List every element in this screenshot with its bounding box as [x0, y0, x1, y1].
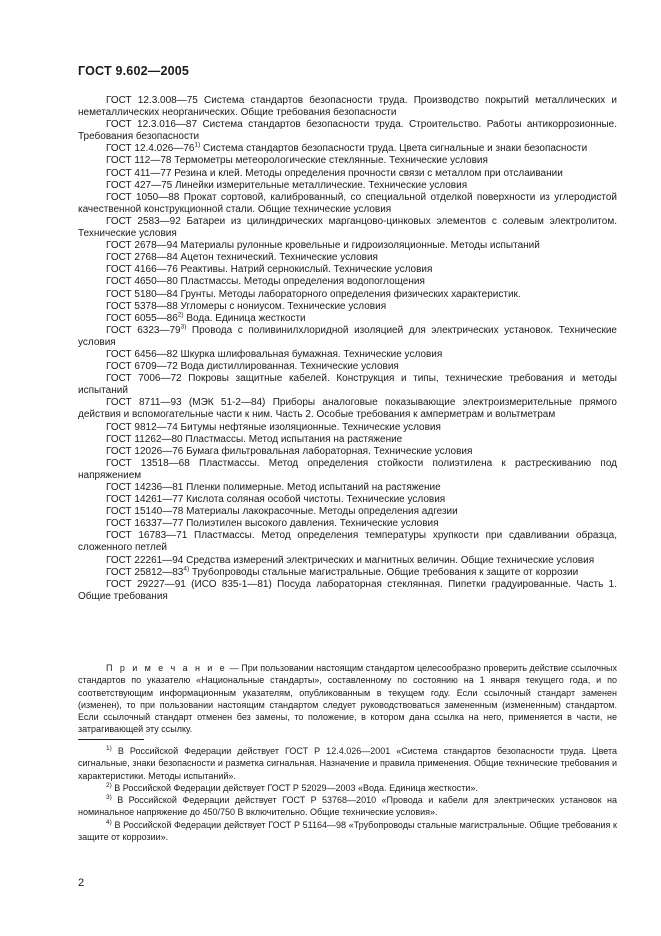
- reference-item: ГОСТ 6323—79$^{3)}$ Провода с поливинилхлоридной изоляцией для электрических установок. Технические условия: [78, 323, 617, 348]
- footnote-marker: 4): [183, 565, 190, 573]
- footnote: $^{3)}$ В Российской Федерации действует ГОСТ Р 53768—2010 «Провода и кабели для электрических установок на номинальное напряжение до 450/750 В включительно. Общие технические условия».: [78, 794, 617, 818]
- reference-item: ГОСТ 112—78 Термометры метеорологические стеклянные. Технические условия: [106, 155, 488, 167]
- footnote-marker: 2): [177, 311, 184, 319]
- footnotes: [78, 745, 617, 843]
- footnote-mark: 1): [106, 745, 112, 752]
- reference-item: ГОСТ 11262—80 Пластмассы. Метод испытания на растяжение: [106, 433, 403, 445]
- reference-item: ГОСТ 7006—72 Покровы защитные кабелей. Конструкция и типы, технические требования и методы испытаний: [78, 373, 617, 397]
- page-header: ГОСТ 9.602—2005: [78, 64, 190, 78]
- reference-item: ГОСТ 9812—74 Битумы нефтяные изоляционные. Технические условия: [106, 421, 441, 433]
- note-label: П р и м е ч а н и е: [106, 663, 228, 673]
- reference-item: ГОСТ 12.3.016—87 Система стандартов безопасности труда. Строительство. Работы антикоррозионные. Требования безопасности: [78, 119, 617, 143]
- reference-item: ГОСТ 2768—84 Ацетон технический. Технические условия: [106, 252, 378, 264]
- footnote: $^{4)}$ В Российской Федерации действует ГОСТ Р 51164—98 «Трубопроводы стальные магистральные. Общие требования к защите от коррозии».: [78, 818, 617, 843]
- footnote-mark: 4): [106, 818, 112, 826]
- reference-item: ГОСТ 2678—94 Материалы рулонные кровельные и гидроизоляционные. Методы испытаний: [106, 240, 540, 252]
- reference-item: ГОСТ 13518—68 Пластмассы. Метод определения стойкости полиэтилена к растрескиванию под напряжением: [78, 457, 617, 481]
- reference-item: ГОСТ 16337—77 Полиэтилен высокого давления. Технические условия: [106, 518, 439, 530]
- reference-item: ГОСТ 14236—81 Пленки полимерные. Метод испытаний на растяжение: [106, 482, 441, 493]
- note-text: — При пользовании настоящим стандартом целесообразно проверить действие ссылочных стандартов по указателю «Национальные стандарты», составленному по состоянию на 1 января текущего года, и по соответствующим информационным указателям, опубликованным в текущем году. Если ссылочный стандарт заменен (изменен), то при пользовании настоящим стандартом следует руководствоваться замененным (измененным) стандартом. Если ссылочный стандарт отменен без замены, то положение, в котором дана ссылка на него, применяется в части, не затрагивающей эту ссылку.: [78, 663, 618, 735]
- reference-item: ГОСТ 427—75 Линейки измерительные металлические. Технические условия: [106, 179, 468, 191]
- footnote-mark: 2): [106, 781, 112, 789]
- reference-item: ГОСТ 1050—88 Прокат сортовой, калиброванный, со специальной отделкой поверхности из углеродистой качественной конструкционной стали. Общие технические условия: [78, 191, 617, 215]
- footnote: $^{1)}$ В Российской Федерации действует ГОСТ Р 12.4.026—2001 «Система стандартов безопасности труда. Цвета сигнальные, знаки безопасности и разметка сигнальная. Назначение и правила применения. Общие технические требования и характеристики. Методы испытаний».: [78, 745, 617, 781]
- footnote-divider: [78, 739, 144, 740]
- reference-item: ГОСТ 2583—92 Батареи из цилиндрических марганцово-цинковых элементов с солевым электролитом. Технические условия: [78, 215, 617, 240]
- reference-item: ГОСТ 6456—82 Шкурка шлифовальная бумажная. Технические условия: [106, 348, 443, 360]
- reference-item: ГОСТ 6055—86$^{2)}$ Вода. Единица жесткости: [106, 311, 306, 324]
- reference-item: ГОСТ 12.4.026—76$^{1)}$ Система стандартов безопасности труда. Цвета сигнальные и знаки безопасности: [106, 142, 588, 155]
- footnote-marker: 3): [180, 323, 187, 331]
- reference-item: ГОСТ 411—77 Резина и клей. Методы определения прочности связи с металлом при отслаивании: [106, 167, 563, 179]
- reference-item: ГОСТ 29227—91 (ИСО 835-1—81) Посуда лабораторная стеклянная. Пипетки градуированные. Часть 1. Общие требования: [78, 578, 617, 602]
- reference-item: ГОСТ 5378—88 Угломеры с нониусом. Технические условия: [106, 300, 387, 312]
- footnote-mark: 3): [106, 794, 112, 802]
- reference-item: ГОСТ 12026—76 Бумага фильтровальная лабораторная. Технические условия: [106, 445, 473, 457]
- reference-item: ГОСТ 22261—94 Средства измерений электрических и магнитных величин. Общие технические условия: [106, 554, 595, 566]
- reference-item: ГОСТ 25812—83$^{4)}$ Трубопроводы стальные магистральные. Общие требования к защите от коррозии: [106, 565, 579, 578]
- reference-item: ГОСТ 6709—72 Вода дистиллированная. Технические условия: [106, 361, 399, 373]
- reference-item: ГОСТ 4166—76 Реактивы. Натрий сернокислый. Технические условия: [106, 264, 433, 276]
- reference-item: ГОСТ 4650—80 Пластмассы. Методы определения водопоглощения: [106, 276, 425, 288]
- footnote-marker: 1): [194, 142, 201, 150]
- reference-item: ГОСТ 8711—93 (МЭК 51-2—84) Приборы аналоговые показывающие электроизмерительные прямого действия и вспомогательные части к ним. Часть 2. Особые требования к амперметрам и вольтметрам: [78, 397, 617, 421]
- reference-item: ГОСТ 5180—84 Грунты. Методы лабораторного определения физических характеристик.: [106, 288, 521, 300]
- reference-item: ГОСТ 16783—71 Пластмассы. Метод определения температуры хрупкости при сдавливании образца, сложенного петлей: [78, 530, 617, 554]
- reference-item: ГОСТ 12.3.008—75 Система стандартов безопасности труда. Производство покрытий металлических и неметаллических неорганических. Общие требования безопасности: [78, 95, 617, 119]
- normative-references-list: [78, 95, 617, 603]
- reference-item: ГОСТ 15140—78 Материалы лакокрасочные. Методы определения адгезии: [106, 506, 458, 518]
- reference-item: ГОСТ 14261—77 Кислота соляная особой чистоты. Технические условия: [106, 494, 446, 506]
- note-block: [78, 662, 617, 736]
- footnote: $^{2)}$ В Российской Федерации действует ГОСТ Р 52029—2003 «Вода. Единица жесткости».: [106, 781, 478, 793]
- page-number: 2: [78, 877, 85, 889]
